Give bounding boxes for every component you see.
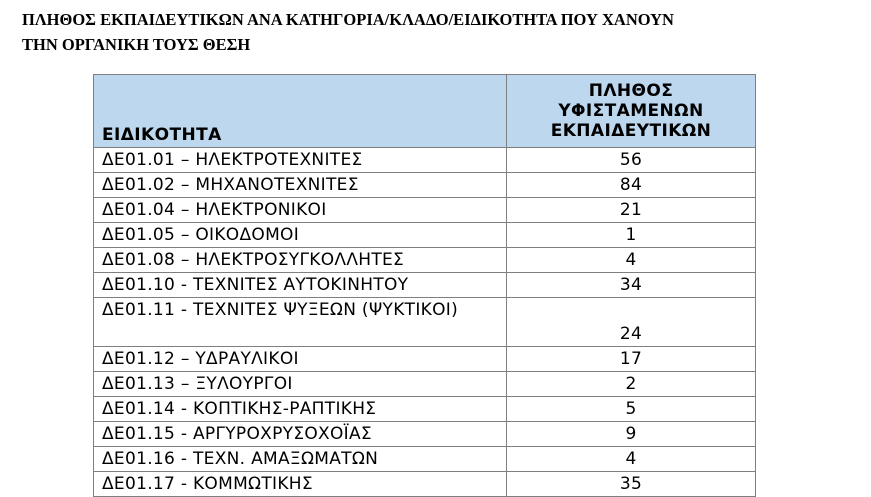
specialty-cell: ΔΕ01.14 - ΚΟΠΤΙΚΗΣ-ΡΑΠΤΙΚΗΣ bbox=[94, 397, 507, 422]
table-header-row bbox=[94, 75, 756, 148]
table-row bbox=[94, 248, 756, 273]
count-cell: 35 bbox=[507, 472, 756, 497]
count-cell: 2 bbox=[507, 372, 756, 397]
table-row bbox=[94, 198, 756, 223]
specialty-cell: ΔΕ01.12 – ΥΔΡΑΥΛΙΚΟΙ bbox=[94, 347, 507, 372]
specialty-cell: ΔΕ01.04 – ΗΛΕΚΤΡΟΝΙΚΟΙ bbox=[94, 198, 507, 223]
count-cell: 24 bbox=[507, 298, 756, 347]
table-row bbox=[94, 447, 756, 472]
specialty-cell: ΔΕ01.11 - ΤΕΧΝΙΤΕΣ ΨΥΞΕΩΝ (ΨΥΚΤΙΚΟΙ) bbox=[94, 298, 507, 347]
count-cell: 17 bbox=[507, 347, 756, 372]
table-row bbox=[94, 298, 756, 347]
heading-line-1: ΠΛΗΘΟΣ ΕΚΠΑΙΔΕΥΤΙΚΩΝ ΑΝΑ ΚΑΤΗΓΟΡΙΑ/ΚΛΑΔΟ/ΕΙΔΙΚΟΤΗΤΑ ΠΟΥ ΧΑΝΟΥΝ bbox=[22, 10, 674, 29]
specialty-cell: ΔΕ01.05 – ΟΙΚΟΔΟΜΟΙ bbox=[94, 223, 507, 248]
count-cell: 5 bbox=[507, 397, 756, 422]
column-header-specialty: ΕΙΔΙΚΟΤΗΤΑ bbox=[94, 75, 507, 148]
specialty-cell: ΔΕ01.13 – ΞΥΛΟΥΡΓΟΙ bbox=[94, 372, 507, 397]
specialty-cell: ΔΕ01.16 - ΤΕΧΝ. ΑΜΑΞΩΜΑΤΩΝ bbox=[94, 447, 507, 472]
specialties-table bbox=[93, 74, 756, 497]
specialty-cell: ΔΕ01.15 - ΑΡΓΥΡΟΧΡΥΣΟΧΟΪΑΣ bbox=[94, 422, 507, 447]
count-cell: 84 bbox=[507, 173, 756, 198]
count-cell: 1 bbox=[507, 223, 756, 248]
count-cell: 4 bbox=[507, 447, 756, 472]
count-cell: 4 bbox=[507, 248, 756, 273]
table-body bbox=[94, 148, 756, 497]
document-heading bbox=[22, 7, 852, 57]
count-cell: 9 bbox=[507, 422, 756, 447]
specialty-cell: ΔΕ01.01 – ΗΛΕΚΤΡΟΤΕΧΝΙΤΕΣ bbox=[94, 148, 507, 173]
table-row bbox=[94, 472, 756, 497]
table-header bbox=[94, 75, 756, 148]
specialty-cell: ΔΕ01.02 – ΜΗΧΑΝΟΤΕΧΝΙΤΕΣ bbox=[94, 173, 507, 198]
heading-line-2: ΤΗΝ ΟΡΓΑΝΙΚΗ ΤΟΥΣ ΘΕΣΗ bbox=[22, 35, 251, 54]
table-row bbox=[94, 422, 756, 447]
specialty-cell: ΔΕ01.10 - ΤΕΧΝΙΤΕΣ ΑΥΤΟΚΙΝΗΤΟΥ bbox=[94, 273, 507, 298]
table-row bbox=[94, 273, 756, 298]
count-cell: 56 bbox=[507, 148, 756, 173]
table-row bbox=[94, 148, 756, 173]
table-row bbox=[94, 397, 756, 422]
table-row bbox=[94, 347, 756, 372]
specialty-cell: ΔΕ01.17 - ΚΟΜΜΩΤΙΚΗΣ bbox=[94, 472, 507, 497]
count-cell: 21 bbox=[507, 198, 756, 223]
table-row bbox=[94, 173, 756, 198]
table-row bbox=[94, 372, 756, 397]
column-header-count: ΠΛΗΘΟΣ ΥΦΙΣΤΑΜΕΝΩΝ ΕΚΠΑΙΔΕΥΤΙΚΩΝ bbox=[507, 75, 756, 148]
specialty-cell: ΔΕ01.08 – ΗΛΕΚΤΡΟΣΥΓΚΟΛΛΗΤΕΣ bbox=[94, 248, 507, 273]
table-row bbox=[94, 223, 756, 248]
count-cell: 34 bbox=[507, 273, 756, 298]
